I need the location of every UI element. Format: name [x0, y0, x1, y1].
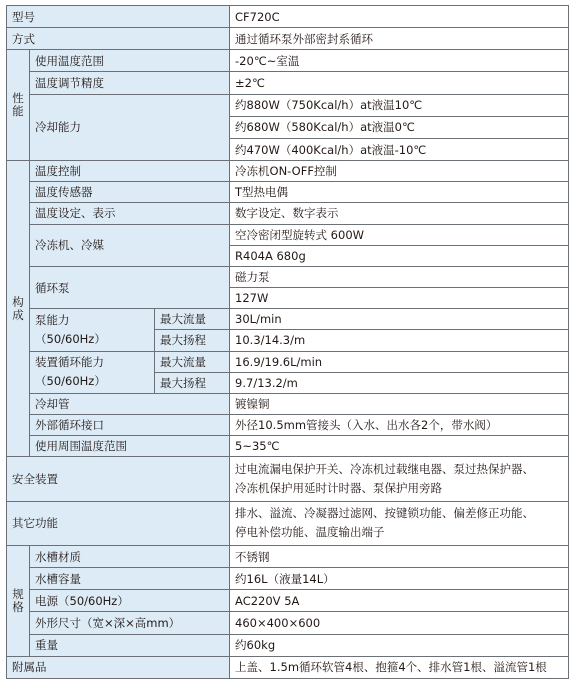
pump-head-label: 最大扬程 — [155, 330, 230, 351]
temp-setting-label: 温度设定、表示 — [30, 203, 230, 224]
temp-control-label: 温度控制 — [30, 161, 230, 182]
pump-flow-label: 最大流量 — [155, 309, 230, 330]
tank-material-label: 水槽材质 — [30, 545, 230, 567]
row-cooling-pipe — [7, 393, 569, 414]
device-capacity-label — [30, 351, 155, 393]
temp-setting-value: 数字设定、数字表示 — [230, 203, 569, 224]
other-line-2: 停电补偿功能、温度输出端子 — [235, 525, 385, 540]
accessories-value: 上盖、1.5m循环软管4根、抱箍4个、排水管1根、溢流管1根 — [230, 656, 569, 678]
row-dimensions — [7, 612, 569, 634]
cooling-value-1: 约880W（750Kcal/h）at液温10℃ — [230, 94, 569, 116]
row-ambient — [7, 436, 569, 457]
row-temp-control — [7, 161, 569, 182]
section-structure — [7, 161, 30, 457]
dimensions-label: 外形尺寸（宽×深×高mm） — [30, 612, 230, 634]
row-ext-port — [7, 414, 569, 435]
spec-table — [6, 5, 569, 679]
section-structure-char-2: 成 — [12, 307, 24, 322]
weight-label: 重量 — [30, 634, 230, 656]
circ-pump-label: 循环泵 — [30, 266, 230, 308]
temp-control-value: 冷冻机ON-OFF控制 — [230, 161, 569, 182]
device-head-value: 9.7/13.2/m — [230, 372, 569, 393]
power-value: AC220V 5A — [230, 590, 569, 612]
cooling-value-2: 约680W（580Kcal/h）at液温0℃ — [230, 116, 569, 138]
circ-pump-value-2: 127W — [230, 288, 569, 309]
section-performance-char-1: 性 — [12, 91, 24, 106]
row-power — [7, 590, 569, 612]
tank-capacity-label: 水槽容量 — [30, 568, 230, 590]
safety-label: 安全装置 — [7, 457, 230, 501]
device-flow-label: 最大流量 — [155, 351, 230, 372]
other-value — [230, 501, 569, 545]
safety-line-1: 过电流漏电保护开关、冷冻机过载继电器、泵过热保护器、 — [235, 461, 535, 476]
ext-port-value: 外径10.5mm管接头（入水、出水各2个，带水阀） — [230, 414, 569, 435]
method-label: 方式 — [7, 28, 230, 50]
refrigerator-value-2: R404A 680g — [230, 245, 569, 266]
row-tank-capacity — [7, 568, 569, 590]
cooling-label: 冷却能力 — [30, 94, 230, 160]
model-label: 型号 — [7, 6, 230, 28]
section-performance-char-2: 能 — [12, 104, 24, 119]
section-specs-char-1: 规 — [12, 586, 24, 601]
row-device-capacity-flow — [7, 351, 569, 372]
device-head-label: 最大扬程 — [155, 372, 230, 393]
device-capacity-label-line2: （50/60Hz） — [35, 374, 106, 389]
temp-precision-label: 温度调节精度 — [30, 72, 230, 94]
tank-capacity-value: 约16L（液量14L） — [230, 568, 569, 590]
row-temp-sensor — [7, 182, 569, 203]
refrigerator-value-1: 空冷密闭型旋转式 600W — [230, 224, 569, 245]
section-performance — [7, 50, 30, 161]
section-structure-char-1: 构 — [12, 294, 24, 309]
row-method — [7, 28, 569, 50]
temp-sensor-label: 温度传感器 — [30, 182, 230, 203]
device-capacity-label-line1: 装置循环能力 — [35, 355, 104, 370]
dimensions-value: 460×400×600 — [230, 612, 569, 634]
temp-range-value: -20℃~室温 — [230, 50, 569, 72]
row-temp-range — [7, 50, 569, 72]
refrigerator-label: 冷冻机、冷媒 — [30, 224, 230, 266]
row-weight — [7, 634, 569, 656]
row-temp-setting — [7, 203, 569, 224]
section-specs — [7, 545, 30, 656]
row-pump-capacity-flow — [7, 309, 569, 330]
power-label: 电源（50/60Hz） — [30, 590, 230, 612]
pump-head-value: 10.3/14.3/m — [230, 330, 569, 351]
pump-capacity-label-line2: （50/60Hz） — [35, 331, 106, 346]
tank-material-value: 不锈钢 — [230, 545, 569, 567]
temp-sensor-value: T型热电偶 — [230, 182, 569, 203]
row-safety — [7, 457, 569, 501]
ext-port-label: 外部循环接口 — [30, 414, 230, 435]
row-other — [7, 501, 569, 545]
cooling-value-3: 约470W（400Kcal/h）at液温-10℃ — [230, 138, 569, 160]
cooling-pipe-label: 冷却管 — [30, 393, 230, 414]
row-refrigerator-1 — [7, 224, 569, 245]
circ-pump-value-1: 磁力泵 — [230, 266, 569, 287]
method-value: 通过循环泵外部密封系循环 — [230, 28, 569, 50]
row-tank-material — [7, 545, 569, 567]
accessories-label: 附属品 — [7, 656, 230, 678]
section-specs-char-2: 格 — [12, 599, 24, 614]
model-value: CF720C — [230, 6, 569, 28]
safety-line-2: 冷冻机保护用延时计时器、泵保护用旁路 — [235, 480, 443, 495]
row-temp-precision — [7, 72, 569, 94]
temp-range-label: 使用温度范围 — [30, 50, 230, 72]
temp-precision-value: ±2℃ — [230, 72, 569, 94]
device-flow-value: 16.9/19.6L/min — [230, 351, 569, 372]
safety-value — [230, 457, 569, 501]
ambient-label: 使用周围温度范围 — [30, 436, 230, 457]
cooling-pipe-value: 镀镍铜 — [230, 393, 569, 414]
row-accessories — [7, 656, 569, 678]
pump-capacity-label — [30, 309, 155, 351]
other-label: 其它功能 — [7, 501, 230, 545]
pump-capacity-label-line1: 泵能力 — [35, 312, 70, 327]
row-circ-pump-1 — [7, 266, 569, 287]
ambient-value: 5~35℃ — [230, 436, 569, 457]
weight-value: 约60kg — [230, 634, 569, 656]
pump-flow-value: 30L/min — [230, 309, 569, 330]
row-model — [7, 6, 569, 28]
other-line-1: 排水、溢流、冷凝器过滤网、按键锁功能、偏差修正功能、 — [235, 506, 535, 521]
row-cooling-1 — [7, 94, 569, 116]
